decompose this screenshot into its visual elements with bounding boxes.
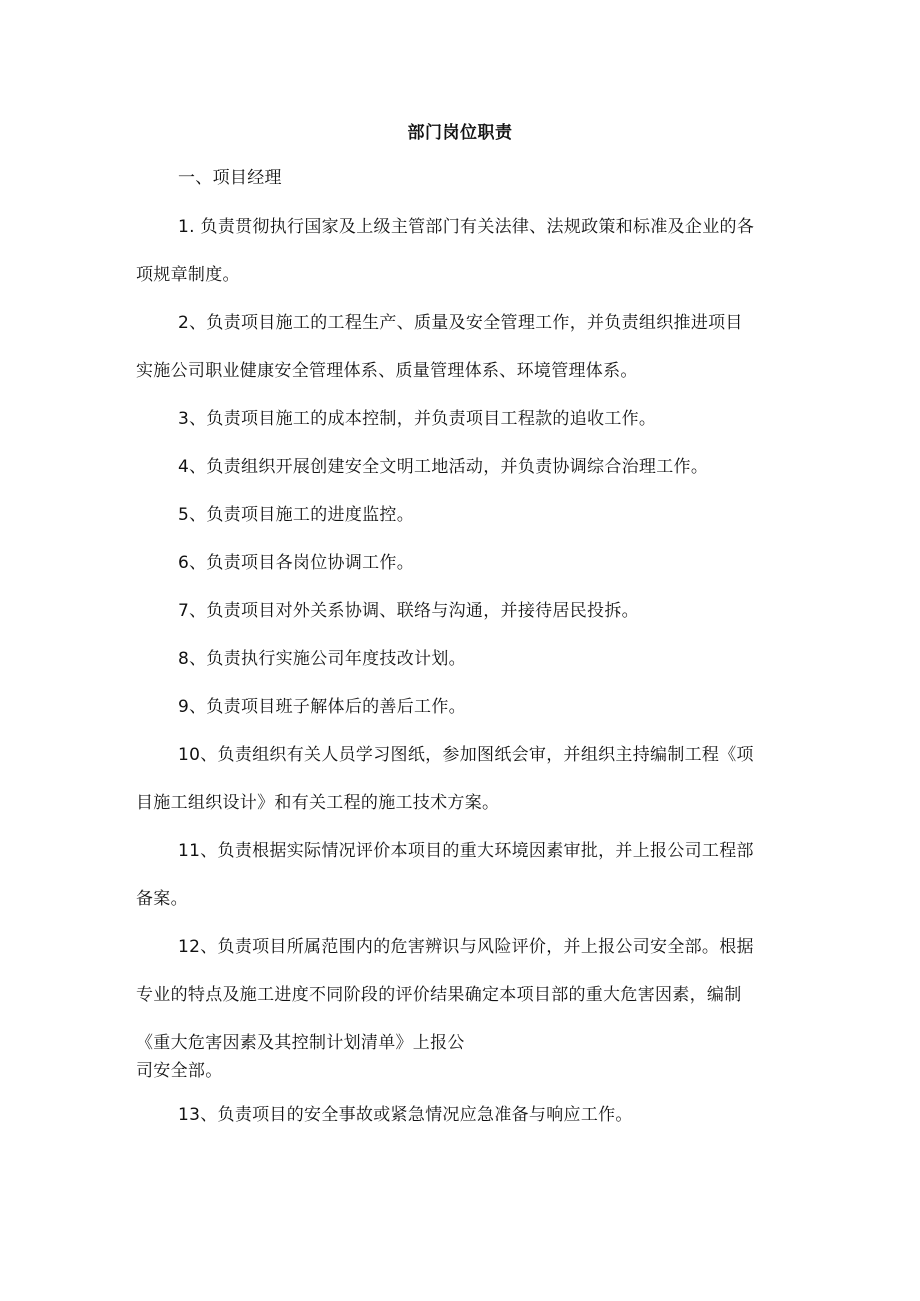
item-1-line-1: 1. 负责贯彻执行国家及上级主管部门有关法律、法规政策和标准及企业的各 <box>178 217 755 237</box>
item-11-line-2: 备案。 <box>136 889 188 909</box>
item-6: 6、负责项目各岗位协调工作。 <box>178 553 415 573</box>
item-2-line-1: 2、负责项目施工的工程生产、质量及安全管理工作，并负责组织推进项目 <box>178 313 743 333</box>
item-10-line-2: 目施工组织设计》和有关工程的施工技术方案。 <box>136 793 500 813</box>
item-10-line-1: 10、负责组织有关人员学习图纸，参加图纸会审，并组织主持编制工程《项 <box>178 745 754 765</box>
item-9: 9、负责项目班子解体后的善后工作。 <box>178 697 466 717</box>
item-7: 7、负责项目对外关系协调、联络与沟通，并接待居民投拆。 <box>178 601 639 621</box>
item-12-line-1: 12、负责项目所属范围内的危害辨识与风险评价，并上报公司安全部。根据 <box>178 937 754 957</box>
item-2-line-2: 实施公司职业健康安全管理体系、质量管理体系、环境管理体系。 <box>136 361 638 381</box>
item-12-line-2: 专业的特点及施工进度不同阶段的评价结果确定本项目部的重大危害因素，编制 <box>136 985 742 1005</box>
item-13: 13、负责项目的安全事故或紧急情况应急准备与响应工作。 <box>178 1105 633 1125</box>
item-3: 3、负责项目施工的成本控制，并负责项目工程款的追收工作。 <box>178 409 657 429</box>
item-1-line-2: 项规章制度。 <box>136 265 240 285</box>
item-11-line-1: 11、负责根据实际情况评价本项目的重大环境因素审批，并上报公司工程部 <box>178 841 754 861</box>
item-12-line-3: 《重大危害因素及其控制计划清单》上报公 <box>136 1033 465 1053</box>
item-12-line-4: 司安全部。 <box>136 1061 223 1081</box>
item-4: 4、负责组织开展创建安全文明工地活动，并负责协调综合治理工作。 <box>178 457 709 477</box>
item-8: 8、负责执行实施公司年度技改计划。 <box>178 649 466 669</box>
page-title: 部门岗位职责 <box>407 123 513 143</box>
section-heading: 一、项目经理 <box>178 168 282 188</box>
item-5: 5、负责项目施工的进度监控。 <box>178 505 415 525</box>
